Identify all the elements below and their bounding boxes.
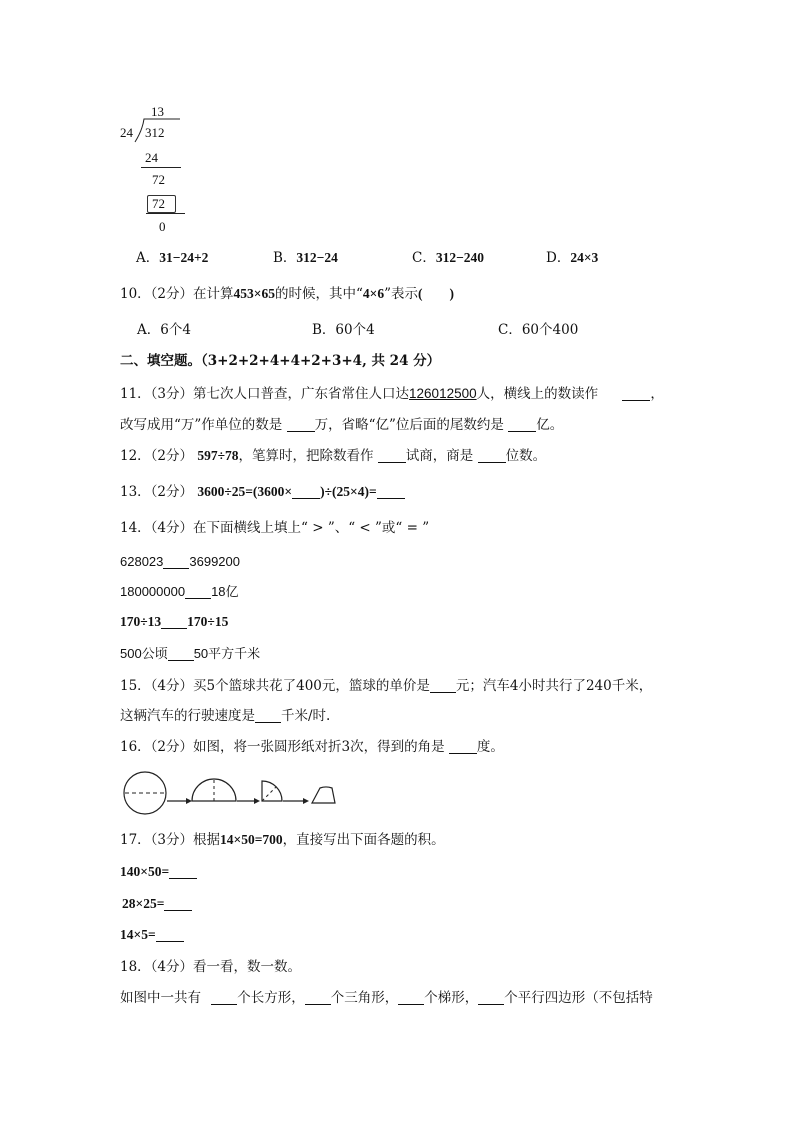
q10-option-c[interactable]: C．60个400 [498, 322, 579, 338]
division-divisor: 24 [120, 125, 133, 140]
q17-item-1: 140×50= [120, 862, 197, 882]
q15-blank-2[interactable] [255, 708, 281, 723]
q14-blank-3[interactable] [161, 614, 187, 629]
arrow-1 [167, 798, 192, 804]
division-dividend: 312 [145, 125, 165, 140]
q17-blank-1[interactable] [169, 864, 197, 879]
q9-option-b[interactable]: B．312−24 [273, 250, 338, 266]
q16: 16．（2分）如图，将一张圆形纸对折3次，得到的角是 度。 [120, 739, 504, 755]
q14-row-3: 170÷13 170÷15 [120, 614, 229, 629]
q12-blank-1[interactable] [378, 448, 406, 463]
arrow-3 [283, 798, 309, 804]
q14-blank-2[interactable] [185, 584, 211, 599]
q18-blank-3[interactable] [398, 990, 424, 1005]
q14-row-1: 628023 3699200 [120, 554, 241, 569]
section-title: 二、填空题。（3+2+2+4+4+2+3+4, 共 24 分） [120, 353, 441, 369]
q14-blank-4[interactable] [168, 646, 194, 661]
q12: 12．（2分） 597÷78，笔算时，把除数看作 试商，商是 位数。 [120, 448, 547, 464]
q9-option-d[interactable]: D．24×3 [546, 250, 599, 266]
q9-option-c[interactable]: C．312−240 [412, 250, 485, 266]
arrow-2 [237, 798, 260, 804]
q18-blank-4[interactable] [478, 990, 504, 1005]
q11-line1: 11．（3分）第七次人口普查，广东省常住人口达126012500人，横线上的数读作 ， [120, 386, 664, 402]
circle-folding-diagram [120, 768, 340, 818]
division-line-2 [146, 213, 185, 214]
eighth-sector [312, 787, 335, 803]
q18-title: 18．（4分）看一看，数一数。 [120, 959, 302, 975]
q17-blank-3[interactable] [156, 927, 184, 942]
q14-title: 14．（4分）在下面横线上填上“ > ”、“ < ”或“ = ” [120, 520, 430, 536]
division-line-1 [141, 167, 181, 168]
q16-blank[interactable] [449, 739, 477, 754]
q13: 13．（2分） 3600÷25=(3600× )÷(25×4)= [120, 482, 405, 502]
q14-row-4: 500公顷 50平方千米 [120, 646, 261, 661]
q13-blank-2[interactable] [377, 484, 405, 499]
q9-option-a[interactable]: A．31−24+2 [136, 250, 209, 266]
quarter-circle [262, 781, 282, 801]
q11-blank-2[interactable] [287, 417, 315, 432]
full-circle [124, 772, 166, 814]
division-quotient: 13 [151, 104, 164, 119]
half-circle [192, 779, 236, 801]
division-step3: 72 [152, 196, 165, 211]
q11-blank-1[interactable] [622, 386, 650, 401]
q10-option-b[interactable]: B．60个4 [312, 322, 375, 338]
q15-line2: 这辆汽车的行驶速度是 千米/时. [120, 708, 331, 724]
q18-stem: 如图中一共有 个长方形， 个三角形， 个梯形， 个平行四边形（不包括特 [120, 990, 653, 1006]
division-step1: 24 [145, 150, 158, 165]
q10-stem: 10．（2分）在计算453×65的时候，其中“4×6”表示( ) [120, 286, 454, 302]
q18-blank-2[interactable] [305, 990, 331, 1005]
q12-blank-2[interactable] [478, 448, 506, 463]
q17-item-3: 14×5= [120, 925, 184, 945]
q14-blank-1[interactable] [163, 554, 189, 569]
q17-stem: 17．（3分）根据14×50=700，直接写出下面各题的积。 [120, 832, 445, 848]
division-step2: 72 [152, 172, 165, 187]
q11-blank-3[interactable] [508, 417, 536, 432]
q11-line2: 改写成用“万”作单位的数是 万，省略“亿”位后面的尾数约是 亿。 [120, 417, 564, 433]
q11-population-number: 126012500 [409, 386, 477, 401]
division-remainder: 0 [159, 219, 166, 234]
q13-blank-1[interactable] [292, 484, 320, 499]
q14-row-2: 180000000 18亿 [120, 584, 239, 599]
q17-item-2: 28×25= [122, 894, 192, 914]
q10-option-a[interactable]: A．6个4 [137, 322, 191, 338]
q15-line1: 15．（4分）买5个篮球共花了400元，篮球的单价是 元；汽车4小时共行了240千米， [120, 678, 653, 694]
q18-blank-1[interactable] [211, 990, 237, 1005]
q17-blank-2[interactable] [164, 896, 192, 911]
q15-blank-1[interactable] [430, 678, 456, 693]
